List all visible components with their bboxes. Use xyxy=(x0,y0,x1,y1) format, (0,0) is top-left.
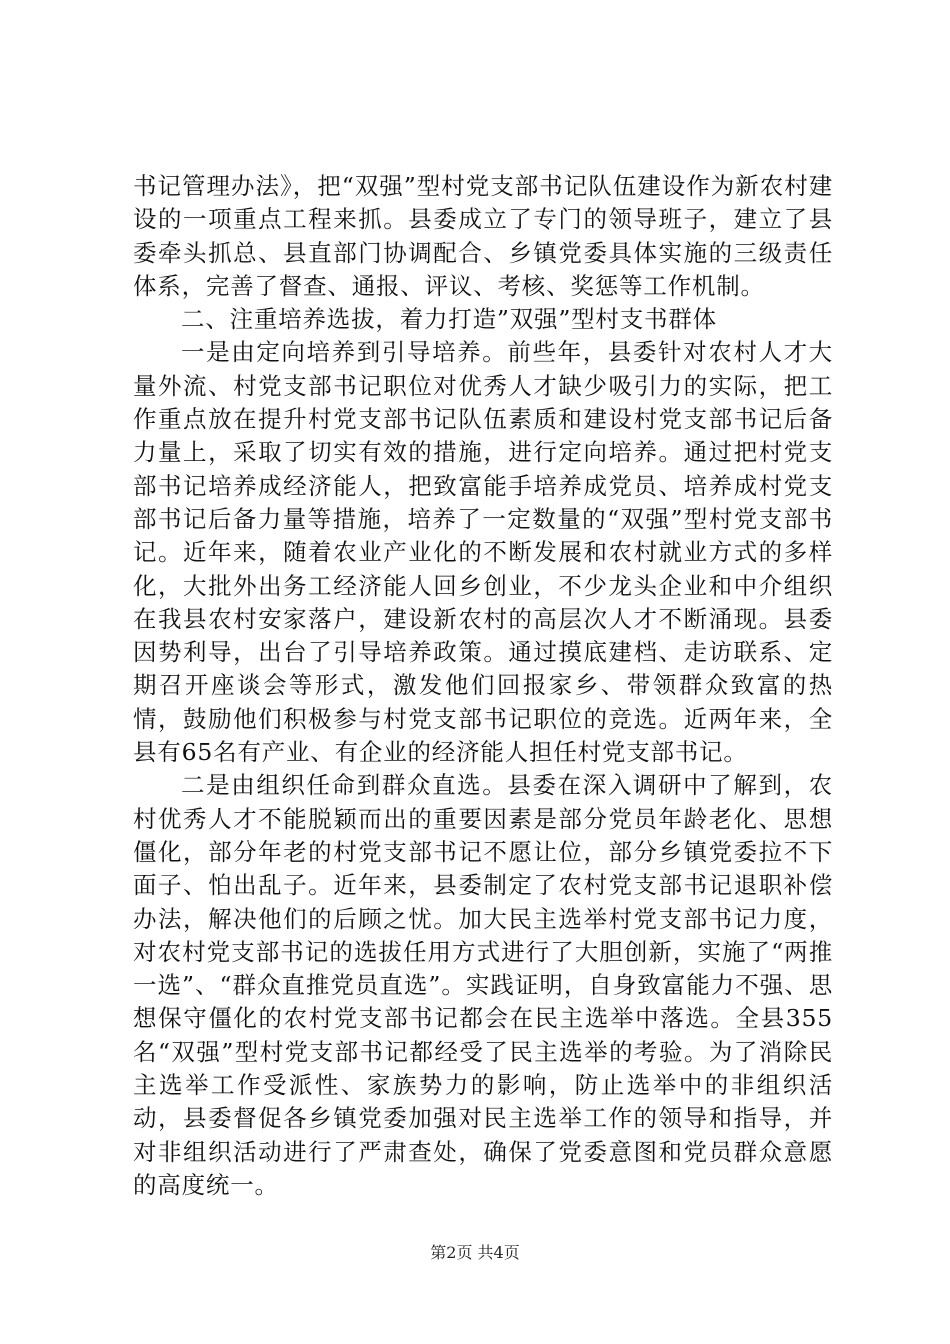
section-heading: 二、注重培养选拔，着力打造”双强”型村支书群体 xyxy=(181,305,717,334)
paragraph-item-1: 一是由定向培养到引导培养。前些年，县委针对农村人才大量外流、村党支部书记职位对优秀人才缺少吸引力的实际，把工作重点放在提升村党支部书记队伍素质和建设村党支部书记后备力量上，采取了切实有效的措施，进行定向培养。通过把村党支部书记培养成经济能人，把致富能手培养成党员、培养成村党支部书记后备力量等措施，培养了一定数量的“双强”型村党支部书记。近年来，随着农业产业化的不断发展和农村就业方式的多样化，大批外出务工经济能人回乡创业，不少龙头企业和中介组织在我县农村安家落户，建设新农村的高层次人才不断涌现。县委因势利导，出台了引导培养政策。通过摸底建档、走访联系、定期召开座谈会等形式，激发他们回报家乡、带领群众致富的热情，鼓励他们积极参与村党支部书记职位的竞选。近两年来，全县有65名有产业、有企业的经济能人担任村党支部书记。 xyxy=(133,338,833,767)
paragraph-item-2: 二是由组织任命到群众直选。县委在深入调研中了解到，农村优秀人才不能脱颖而出的重要因素是部分党员年龄老化、思想僵化，部分年老的村党支部书记不愿让位，部分乡镇党委拉不下面子、怕出乱子。近年来，县委制定了农村党支部书记退职补偿办法，解决他们的后顾之忧。加大民主选举村党支部书记力度，对农村党支部书记的选拔任用方式进行了大胆创新，实施了“两推一选”、“群众直推党员直选”。实践证明，自身致富能力不强、思想保守僵化的农村党支部书记都会在民主选举中落选。全县355名“双强”型村党支部书记都经受了民主选举的考验。为了消除民主选举工作受派性、家族势力的影响，防止选举中的非组织活动，县委督促各乡镇党委加强对民主选举工作的领导和指导，并对非组织活动进行了严肃查处，确保了党委意图和党员群众意愿的高度统一。 xyxy=(133,771,833,1199)
page-number-footer: 第2页 共4页 xyxy=(430,1243,520,1262)
document-body xyxy=(133,170,833,1202)
paragraph-continuation: 书记管理办法》，把“双强”型村党支部书记队伍建设作为新农村建设的一项重点工程来抓。县委成立了专门的领导班子，建立了县委牵头抓总、县直部门协调配合、乡镇党委具体实施的三级责任体系，完善了督查、通报、评议、考核、奖惩等工作机制。 xyxy=(133,172,833,300)
